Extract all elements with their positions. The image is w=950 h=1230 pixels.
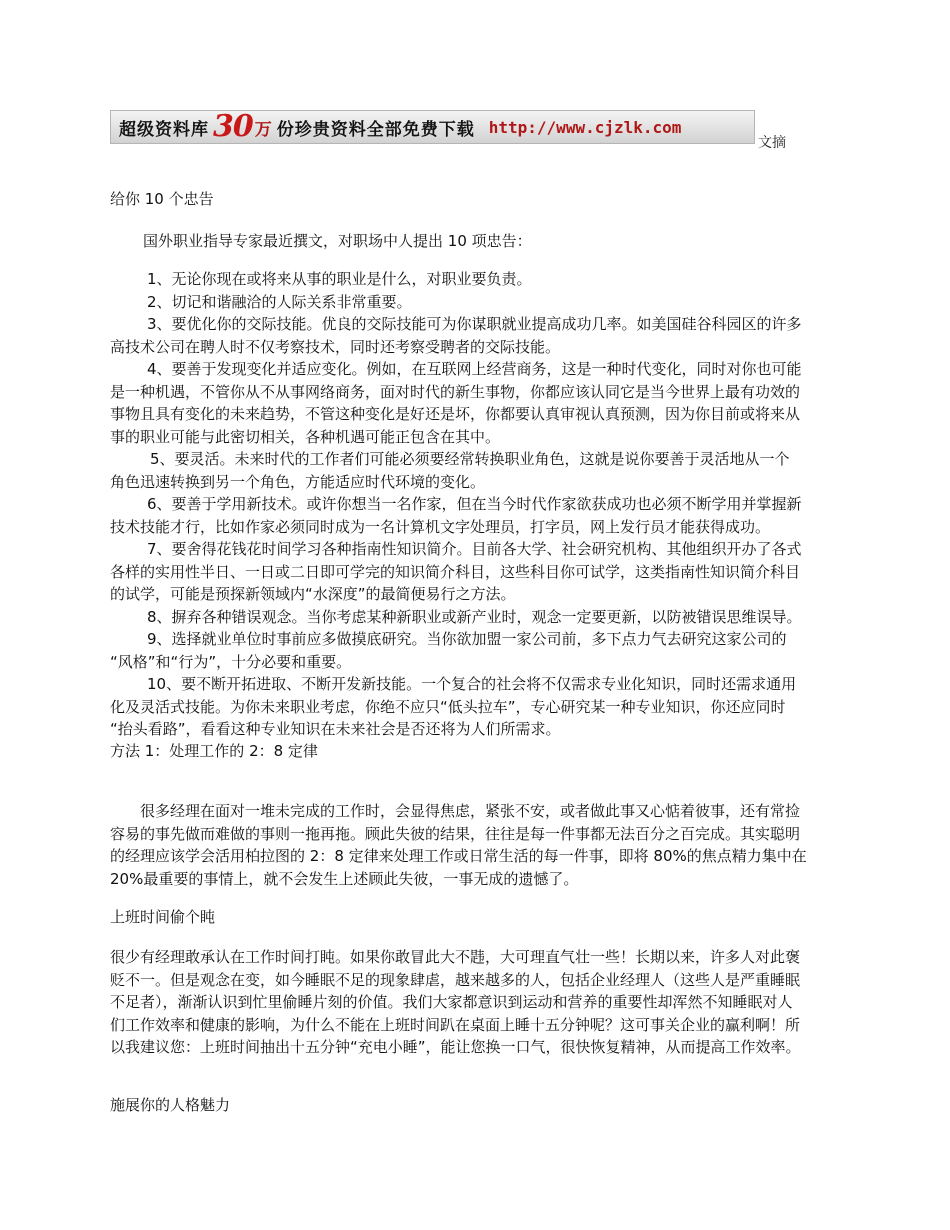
banner-url[interactable]: http://www.cjzlk.com (488, 117, 682, 137)
nap-line: 很少有经理敢承认在工作时间打盹。如果你敢冒此大不韪，大可理直气壮一些！长期以来，许多人对此褒 (110, 948, 801, 966)
advice-line: 4、要善于发现变化并适应变化。例如，在互联网上经营商务，这是一种时代变化，同时对你也可能 (147, 360, 802, 378)
advice-line: 5、要灵活。未来时代的工作者们可能必须要经常转换职业角色，这就是说你要善于灵活地从一个 (150, 450, 790, 468)
nap-heading: 上班时间偷个盹 (110, 908, 216, 926)
advice-line: 是一种机遇，不管你从不从事网络商务，面对时代的新生事物，你都应该认同它是当今世界上最有功效的 (110, 382, 801, 401)
advice-line: 的试学，可能是预探新领域内“水深度”的最简便易行之方法。 (110, 585, 516, 603)
advice-line: 1、无论你现在或将来从事的职业是什么，对职业要负责。 (147, 270, 532, 288)
method1-line: 20%最重要的事情上，就不会发生上述顾此失彼，一事无成的遗憾了。 (110, 869, 579, 888)
nap-line: 不足者），渐渐认识到忙里偷睡片刻的价值。我们大家都意识到运动和营养的重要性却浑然不知睡眠对人 (110, 993, 793, 1011)
advice-line: 角色迅速转换到另一个角色，方能适应时代环境的变化。 (110, 472, 486, 491)
advice-line: 7、要舍得花钱花时间学习各种指南性知识简介。目前各大学、社会研究机构、其他组织开办了各式 (147, 540, 802, 558)
advice-line: 技术技能才行，比如作家必须同时成为一名计算机文字处理员，打字员，网上发行员才能获得成功。 (110, 517, 771, 536)
nap-line: 们工作效率和健康的影响，为什么不能在上班时间趴在桌面上睡十五分钟呢？这可事关企业的赢利啊！所 (110, 1015, 801, 1034)
advice-line: “风格”和“行为”，十分必要和重要。 (110, 652, 352, 671)
advice-line: 事物且具有变化的未来趋势，不管这种变化是好还是坏，你都要认真审视认真预测，因为你目前或将来从 (110, 405, 801, 423)
advice-line: 9、选择就业单位时事前应多做摸底研究。当你欲加盟一家公司前，多下点力气去研究这家公司的 (147, 630, 787, 648)
advice-line: 各样的实用性半日、一日或二日即可学完的知识简介科目，这些科目你可试学，这类指南性知识简介科目 (110, 562, 801, 581)
charm-heading: 施展你的人格魅力 (110, 1096, 231, 1114)
method1-heading: 方法 1：处理工作的 2：8 定律 (110, 742, 318, 760)
advice-line: 3、要优化你的交际技能。优良的交际技能可为你谋职就业提高成功几率。如美国硅谷科园区的许多 (147, 315, 802, 333)
nap-line: 贬不一。但是观念在变，如今睡眠不足的现象肆虐，越来越多的人，包括企业经理人（这些人是严重睡眠 (110, 970, 801, 989)
advice-line: 8、摒弃各种错误观念。当你考虑某种新职业或新产业时，观念一定要更新，以防被错误思维误导。 (147, 607, 802, 626)
article-title: 给你 10 个忠告 (110, 190, 214, 208)
method1-line: 很多经理在面对一堆未完成的工作时，会显得焦虑，紧张不安，或者做此事又心惦着彼事，还有常捡 (140, 802, 801, 820)
method1-line: 容易的事先做而难做的事则一拖再拖。顾此失彼的结果，往往是每一件事都无法百分之百完成。其实聪明 (110, 824, 801, 843)
nap-line: 以我建议您：上班时间抽出十五分钟“充电小睡”，能让您换一口气，很快恢复精神，从而提高工作效率。 (110, 1038, 801, 1056)
banner-text-1: 超级资料库 (119, 119, 209, 140)
advice-line: 6、要善于学用新技术。或许你想当一名作家，但在当今时代作家欲获成功也必须不断学用并掌握新 (147, 495, 802, 513)
advice-line: “抬头看路”，看看这种专业知识在未来社会是否还将为人们所需求。 (110, 720, 561, 738)
banner-text-2: 万 (254, 119, 273, 140)
banner-ad[interactable] (110, 110, 755, 144)
intro-paragraph: 国外职业指导专家最近撰文，对职场中人提出 10 项忠告： (143, 232, 532, 250)
method1-paragraph (110, 800, 870, 890)
nap-paragraph (110, 946, 870, 1059)
advice-line: 高技术公司在聘人时不仅考察技术，同时还考察受聘者的交际技能。 (110, 337, 561, 356)
banner-text-3: 份珍贵资料全部免费下载 (276, 119, 475, 140)
method1-line: 的经理应该学会活用柏拉图的 2：8 定律来处理工作或日常生活的每一件事，即将 80%的焦点精力集中在 (110, 847, 807, 865)
advice-list (110, 268, 870, 741)
advice-line: 2、切记和谐融洽的人际关系非常重要。 (147, 292, 412, 311)
advice-line: 化及灵活式技能。为你未来职业考虑，你绝不应只“低头拉车”，专心研究某一种专业知识，你还应同时 (110, 697, 786, 716)
advice-line: 事的职业可能与此密切相关，各种机遇可能正包含在其中。 (110, 427, 501, 446)
section-tag: 文摘 (758, 135, 786, 151)
advice-line: 10、要不断开拓进取、不断开发新技能。一个复合的社会将不仅需求专业化知识，同时还需求通用 (147, 675, 797, 693)
banner-number: 30 (213, 110, 253, 144)
